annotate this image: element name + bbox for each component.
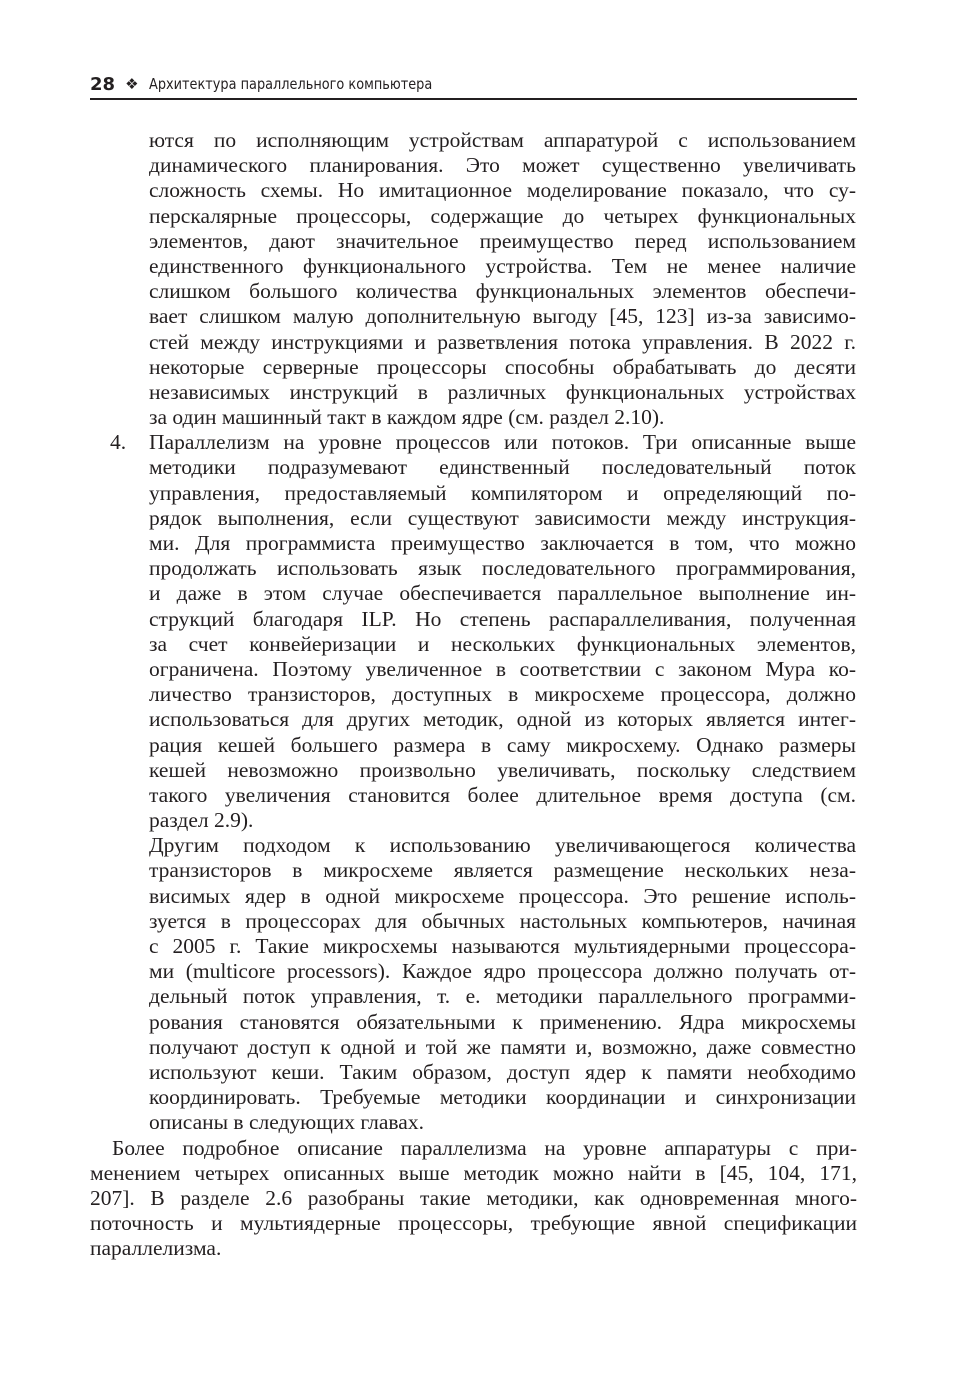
text-line: раздел 2.9). [149,808,254,833]
text-line: методики подразумевают единственный последовательный поток [149,455,856,480]
text-line: перскалярные процессоры, содержащие до четырех функциональных [149,203,856,228]
text-line: рация кешей большего размера в саму микросхему. Однако размеры [149,732,856,757]
text-line: получают доступ к одной и той же памяти и, возможно, даже совместно [149,1034,856,1059]
text-line: Более подробное описание параллелизма на уровне аппаратуры с при- [112,1135,857,1160]
text-line: такого увеличения становится более длительное время доступа (см. [149,782,856,807]
text-line: личество транзисторов, доступных в микросхеме процессора, должно [149,682,856,707]
text-line: продолжать использовать язык последовательного программирования, [149,556,856,581]
text-line: описаны в следующих главах. [149,1110,424,1135]
list-item-3-continuation [149,128,856,430]
list-item-4-paragraph-1 [149,430,856,833]
text-line: рования становятся обязательными к применению. Ядра микросхемы [149,1009,856,1034]
text-line: ми (multicore processors). Каждое ядро процессора должно получать от- [149,959,856,984]
text-line: висимых ядер в одной микросхеме процессора. Это решение исполь- [149,883,856,908]
text-line: сложность схемы. Но имитационное моделирование показало, что су- [149,178,856,203]
text-line: элементов, дают значительное преимущество перед использованием [149,228,856,253]
text-line: струкций благодаря ILP. Но степень распараллеливания, полученная [149,606,856,631]
text-line: рядок выполнения, если существуют зависимости между инструкция- [149,505,856,530]
header-rule [90,98,857,100]
text-line: динамического планирования. Это может существенно увеличивать [149,153,856,178]
text-line: используют кеши. Таким образом, доступ ядер к памяти необходимо [149,1059,856,1084]
text-line: некоторые серверные процессоры способны обрабатывать до десяти [149,354,856,379]
text-line: ются по исполняющим устройствам аппаратурой с использованием [149,128,856,152]
list-item-4-paragraph-2 [149,833,856,1135]
text-line: поточность и мультиядерные процессоры, требующие явной спецификации [90,1211,857,1236]
text-line: за один машинный такт в каждом ядре (см. раздел 2.10). [149,405,665,430]
text-line: транзисторов в микросхеме является размещение нескольких неза- [149,858,856,883]
text-line: дельный поток управления, т. е. методики параллельного программи- [149,984,856,1009]
text-line: ми. Для программиста преимущество заключается в том, что можно [149,531,856,555]
text-line: Параллелизм на уровне процессов или потоков. Три описанные выше [149,430,856,455]
text-line: координировать. Требуемые методики координации и синхронизации [149,1085,856,1110]
text-line: Другим подходом к использованию увеличивающегося количества [149,833,856,858]
text-line: слишком большого количества функциональных элементов обеспечи- [149,279,856,304]
list-item-number: 4. [110,430,127,455]
text-line: управления, предоставляемый компилятором и определяющий по- [149,480,856,505]
running-head [90,70,857,98]
list-item-4 [0,430,974,1135]
text-line: кешей невозможно произвольно увеличивать, поскольку следствием [149,757,856,782]
ornament-icon: ❖ [125,75,139,93]
text-line: менением четырех описанных выше методик можно найти в [45, 104, 171, [90,1160,857,1185]
text-line: 207]. В разделе 2.6 разобраны такие методики, как одновременная много- [90,1185,857,1210]
closing-paragraph [90,1136,857,1262]
text-line: использоваться для других методик, одной из которых является интег- [149,707,856,732]
text-line: за счет конвейеризации и нескольких функциональных элементов, [149,631,856,656]
text-line: стей между инструкциями и разветвления потока управления. В 2022 г. [149,329,856,354]
text-line: ограничена. Поэтому увеличенное в соответствии с законом Мура ко- [149,656,856,681]
text-line: вает слишком малую дополнительную выгоду [45, 123] из-за зависимо- [149,304,856,329]
page-number: 28 [90,73,116,95]
running-title: Архитектура параллельного компьютера [148,75,432,93]
page-body [0,128,974,1261]
text-line: с 2005 г. Такие микросхемы называются мультиядерными процессора- [149,934,856,958]
text-line: и даже в этом случае обеспечивается параллельное выполнение ин- [149,581,856,606]
text-line: независимых инструкций в различных функциональных устройствах [149,379,856,404]
text-line: единственного функционального устройства. Тем не менее наличие [149,253,856,278]
text-line: зуется в процессорах для обычных настольных компьютеров, начиная [149,908,856,933]
text-line: параллелизма. [90,1236,222,1261]
